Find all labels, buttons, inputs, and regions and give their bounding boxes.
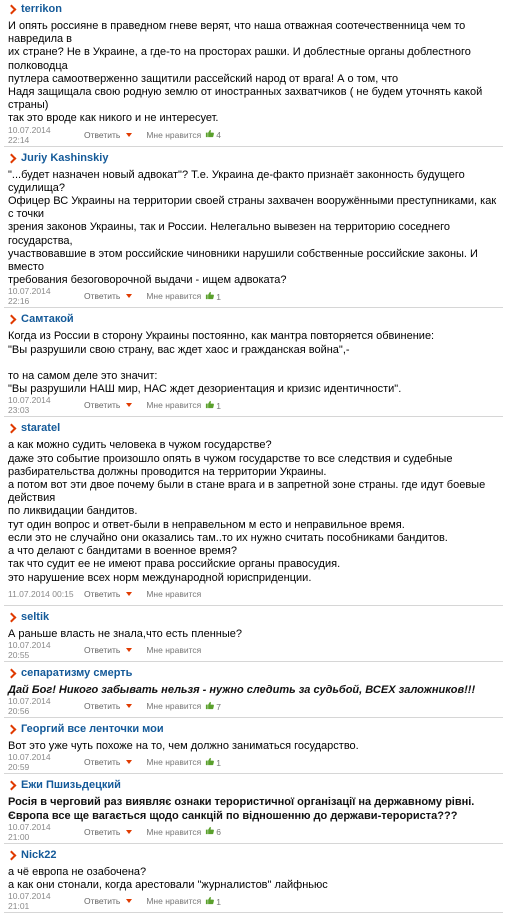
comment-line: разбирательства должны проводится на территории Украины. [8, 465, 327, 478]
comment-body [4, 18, 503, 126]
comment-header [4, 419, 503, 437]
comment-header [4, 149, 503, 167]
caret-down-icon[interactable] [126, 830, 132, 834]
caret-down-icon[interactable] [126, 403, 132, 407]
like-button[interactable]: Мне нравится [146, 644, 202, 655]
like-count: 1 [216, 400, 222, 411]
comment [0, 776, 507, 843]
comment-meta [4, 287, 503, 305]
caret-down-icon[interactable] [126, 760, 132, 764]
like-button[interactable]: Мне нравится [146, 291, 202, 302]
comment-line: участвовавшие в этом российские чиновники нарушили собственные российские законы. И вместо [8, 247, 482, 274]
like-button[interactable]: Мне нравится [146, 757, 202, 768]
comment-line: Росія в черговий раз виявляє ознаки терористичної організації на державному рівні. [8, 796, 475, 809]
comment-header [4, 664, 503, 682]
reply-button[interactable]: Ответить [84, 588, 121, 599]
reply-button[interactable]: Ответить [84, 701, 121, 712]
comment-line: а как можно судить человека в чужом государстве? [8, 439, 272, 452]
comment-line [8, 357, 497, 370]
comment-body [4, 626, 503, 641]
like-counter [201, 129, 221, 140]
comment-body [4, 794, 503, 822]
like-count: 4 [216, 130, 222, 141]
comment-line: а чё европа не озабочена? [8, 865, 147, 878]
author-link[interactable]: staratel [21, 422, 61, 435]
chevron-right-icon [7, 153, 17, 163]
reply-button[interactable]: Ответить [84, 757, 121, 768]
comment-meta [4, 585, 503, 603]
comment-line: то на самом деле это значит: [8, 370, 158, 383]
comment-line: если это не случайно они оказались там..то их нужно считать пособниками бандитов. [8, 531, 448, 544]
chevron-right-icon [7, 781, 17, 791]
like-counter [201, 896, 221, 907]
like-counter [201, 757, 221, 768]
like-count: 1 [216, 896, 222, 907]
like-button[interactable]: Мне нравится [146, 826, 202, 837]
comment-date: 10.07.2014 20:55 [8, 639, 51, 660]
caret-down-icon[interactable] [126, 648, 132, 652]
comment [0, 664, 507, 718]
comment-line: Надя защищала свою родную землю от иностранных захватчиков ( не будем уточнять какой страны) [8, 86, 486, 112]
chevron-right-icon [7, 315, 17, 325]
comment-date: 10.07.2014 22:16 [8, 286, 51, 307]
comment-body [4, 437, 503, 584]
comment-line: а что делают с бандитами в военное время? [8, 545, 237, 558]
comment-line: тут один вопрос и ответ-были в неправельном м есто и неправильное время. [8, 518, 405, 531]
comment-date: 10.07.2014 20:59 [8, 752, 51, 773]
comment [0, 0, 507, 147]
comment-date: 10.07.2014 23:03 [8, 395, 51, 416]
reply-button[interactable]: Ответить [84, 896, 121, 907]
reply-button[interactable]: Ответить [84, 644, 121, 655]
comment-divider [4, 307, 503, 308]
comment-header [4, 776, 503, 794]
comment-body [4, 167, 503, 288]
comment-line: "...будет назначен новый адвокат"? Т.е. Украина де-факто признаёт законность будущего судилища? [8, 168, 468, 194]
comment-meta [4, 823, 503, 841]
comment-header [4, 846, 503, 864]
author-link[interactable]: seltik [21, 610, 50, 623]
comment-line: Вот это уже чуть похоже на то, чем должно заниматься государство. [8, 740, 359, 753]
author-link[interactable]: Nick22 [21, 848, 57, 861]
comment-meta [4, 697, 503, 715]
comment-line: Офицер ВС Украины на территории своей страны захвачен вооружёнными преступниками, как с точки [8, 195, 500, 221]
reply-button[interactable]: Ответить [84, 291, 121, 302]
chevron-right-icon [7, 850, 17, 860]
comment-line: путлера самоотверженно защитили рассейский народ от врага! А о том, что [8, 72, 399, 85]
thumbs-up-icon[interactable] [205, 896, 214, 907]
like-counter [201, 291, 221, 302]
comment-body [4, 738, 503, 753]
thumbs-up-icon[interactable] [205, 400, 214, 411]
comment-line: Когда из России в сторону Украины постоянно, как мантра повторяется обвинение: [8, 330, 435, 343]
comment-date: 10.07.2014 21:01 [8, 891, 51, 912]
comment-divider [4, 773, 503, 774]
comment-body [4, 328, 503, 396]
comment [0, 720, 507, 774]
comment [0, 846, 507, 913]
comment-line: требования безоговорочной выдачи - ищем адвоката? [8, 274, 287, 287]
chevron-right-icon [7, 612, 17, 622]
comment-divider [4, 843, 503, 844]
comment-line: И опять россияне в праведном гневе верят, что наша отважная соотечественница чем то навредила в [8, 20, 469, 46]
comment-body [4, 864, 503, 892]
comment-divider [4, 605, 503, 606]
comment-divider [4, 416, 503, 417]
comment-line: "Вы разрушили свою страну, вас ждет хаос и гражданская война",- [8, 343, 350, 356]
like-button[interactable]: Мне нравится [146, 129, 202, 140]
comment-line: по ликвидации бандитов. [8, 505, 138, 518]
comment-line: это нарушение всех норм международной юрисприденции. [8, 571, 312, 584]
like-button[interactable]: Мне нравится [146, 701, 202, 712]
comment-line: Дай Бог! Никого забывать нельзя - нужно следить за судьбой, ВСЕХ заложников!!! [8, 683, 476, 696]
like-button[interactable]: Мне нравится [146, 896, 202, 907]
comment-meta [4, 753, 503, 771]
comment-line: так это вроде как никого и не интересует. [8, 112, 219, 125]
reply-button[interactable]: Ответить [84, 400, 121, 411]
comment-line: даже это событие произошло опять в чужом государстве то все следствия и судебные [8, 452, 453, 465]
author-link[interactable]: Георгий все ленточки мои [21, 723, 164, 736]
like-counter [201, 400, 221, 411]
comment-line: а потом вот эти двое почему были в стане врага и в запретной зоне страны. где идут боевые действия [8, 479, 489, 505]
comment-divider [4, 146, 503, 147]
comment-line: А раньше власть не знала,что есть пленные? [8, 627, 243, 640]
comment-header [4, 608, 503, 626]
comment-meta [4, 396, 503, 414]
comment-date: 10.07.2014 20:56 [8, 696, 51, 717]
comment-date: 10.07.2014 21:00 [8, 821, 51, 842]
comment-line: их стране? Не в Украине, а где-то на просторах рашки. И доблестные органы доблестного полководца [8, 46, 474, 72]
thumbs-up-icon[interactable] [205, 129, 214, 140]
chevron-right-icon [7, 5, 17, 15]
chevron-right-icon [7, 668, 17, 678]
comment-divider [4, 717, 503, 718]
comment-line: так что судит ее не имеют права российские органы правосудия. [8, 558, 341, 571]
like-counter [201, 701, 221, 712]
comment-line: а как они стонали, когда арестовали "журналистов" лайфньюс [8, 878, 328, 891]
reply-button[interactable]: Ответить [84, 826, 121, 837]
comment-line: зрения законов Украины, так и России. Нелегально вывезен на территорию соседнего государства, [8, 221, 454, 247]
like-button[interactable]: Мне нравится [146, 400, 202, 411]
author-link[interactable]: Самтакой [21, 313, 74, 326]
caret-down-icon[interactable] [126, 294, 132, 298]
comment [0, 310, 507, 417]
comment [0, 419, 507, 605]
comment-divider [4, 661, 503, 662]
caret-down-icon[interactable] [126, 704, 132, 708]
caret-down-icon[interactable] [126, 133, 132, 137]
caret-down-icon[interactable] [126, 899, 132, 903]
author-link[interactable]: terrikon [21, 3, 62, 15]
thumbs-up-icon[interactable] [205, 757, 214, 768]
like-count: 1 [216, 757, 222, 768]
thumbs-up-icon[interactable] [205, 291, 214, 302]
author-link[interactable]: сепаратизму смерть [21, 666, 133, 679]
reply-button[interactable]: Ответить [84, 129, 121, 140]
thumbs-up-icon[interactable] [205, 701, 214, 712]
comment-meta [4, 641, 503, 659]
like-count: 1 [216, 291, 222, 302]
comment-date: 10.07.2014 22:14 [8, 124, 51, 145]
comment-meta [4, 892, 503, 910]
like-count: 7 [216, 701, 222, 712]
author-link[interactable]: Juriy Kashinskiy [21, 151, 109, 164]
comment-header [4, 0, 503, 18]
comment-date: 11.07.2014 00:15 [8, 588, 74, 599]
like-count: 6 [216, 827, 222, 838]
chevron-right-icon [7, 725, 17, 735]
comment-meta [4, 126, 503, 144]
comment-line: Європа все ще вагається щодо санкцій по відношенню до держави-терориста??? [8, 809, 458, 822]
chevron-right-icon [7, 424, 17, 434]
comment-body [4, 682, 503, 697]
like-button[interactable]: Мне нравится [146, 588, 202, 599]
comment [0, 608, 507, 662]
like-counter [201, 826, 221, 837]
thumbs-up-icon[interactable] [205, 826, 214, 837]
comment [0, 149, 507, 309]
comment-header [4, 720, 503, 738]
comment-line: "Вы разрушили НАШ мир, НАС ждет дезориентация и кризис идентичности". [8, 383, 402, 396]
caret-down-icon[interactable] [126, 592, 132, 596]
author-link[interactable]: Ежи Пшизьдецкий [21, 779, 121, 792]
comment-header [4, 310, 503, 328]
